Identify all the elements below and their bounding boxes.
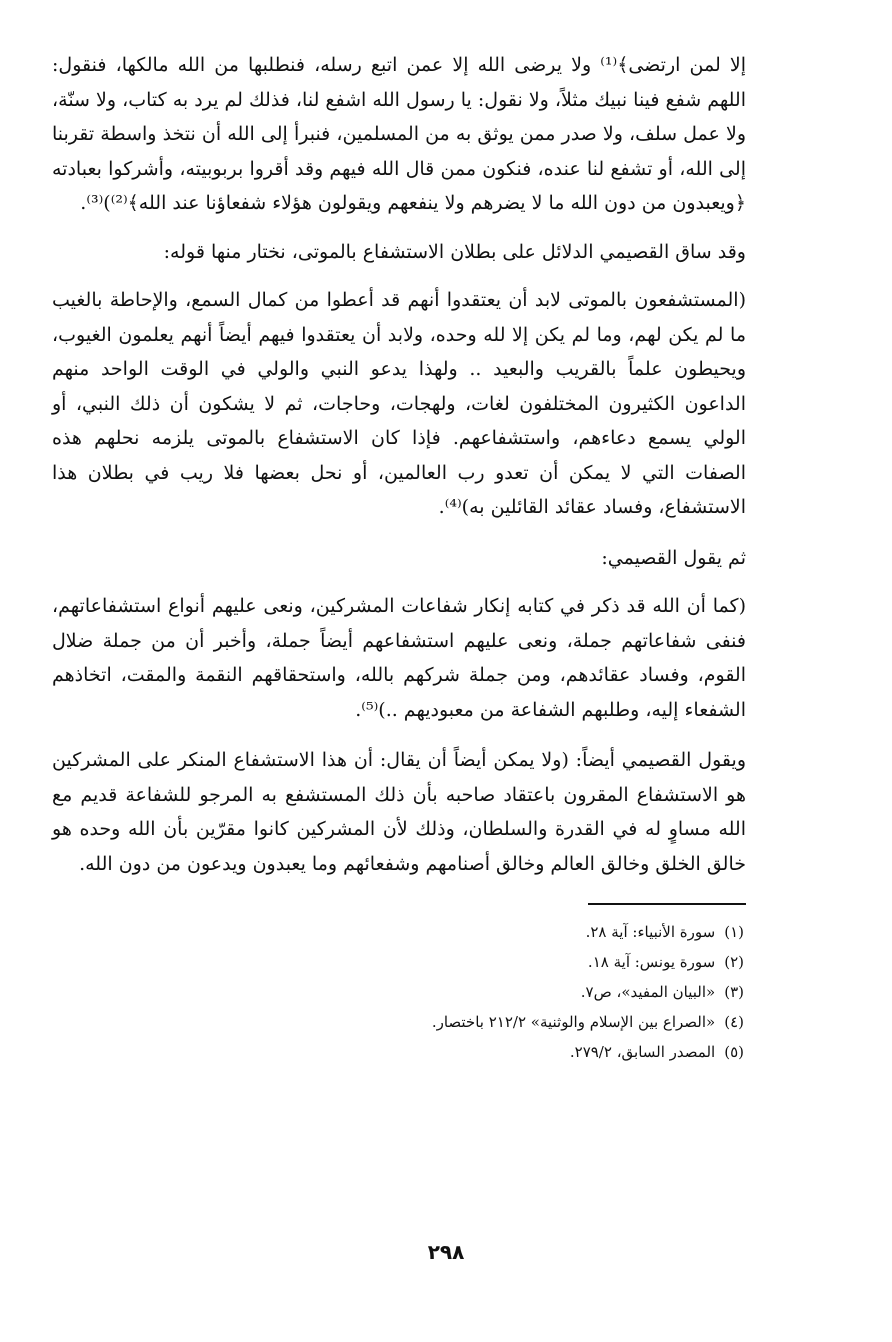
- footnote-3: [52, 977, 744, 1007]
- paragraph-1: إلا لمن ارتضى﴾⁽¹⁾ ولا يرضى الله إلا عمن اتبع رسله، فنطلبها من الله مالكها، فنقول: اللهم شفع فينا نبيك مثلاً، ولا نقول: يا رسول الله اشفع لنا، فذلك لم يرد به كتاب، ولا سنّة، ولا عمل سلف، ولا صدر ممن يوثق به من المسلمين، فنبرأ إلى الله أن نتخذ واسطة تقربنا إلى الله، أو تشفع لنا عنده، فنكون ممن قال الله فيهم وقد أقروا بربوبيته، وأشركوا بعبادته ﴿ويعبدون من دون الله ما لا يضرهم ولا ينفعهم ويقولون هؤلاء شفعاؤنا عند الله﴾⁽²⁾)⁽³⁾.: [52, 54, 746, 214]
- footnote-number: (٣): [724, 983, 744, 1001]
- footnote-text: سورة يونس: آية ١٨.: [587, 953, 716, 971]
- paragraph-5-quote: (كما أن الله قد ذكر في كتابه إنكار شفاعات المشركين، ونعى عليهم أنواع استشفاعاتهم، فنفى شفاعاتهم جملة، ونعى عليهم استشفاعهم أيضاً جملة، وأخبر أن من جملة ضلال القوم، وفساد عقائدهم، ومن جملة شركهم بالله، واستحقاقهم النقمة والمقت، اتخاذهم الشفعاء إليه، وطلبهم الشفاعة من معبوديهم ..)⁽⁵⁾.: [52, 595, 746, 721]
- paragraph-3-quote: (المستشفعون بالموتى لابد أن يعتقدوا أنهم قد أعطوا من كمال السمع، والإحاطة بالغيب ما لم يكن لهم، وما لم يكن إلا لله وحده، ولابد أن يعتقدوا فيهم أيضاً أنهم يعلمون الغيوب، ويحيطون علماً بالقريب والبعيد .. ولهذا يدعو النبي والولي في الوقت الواحد منهم الداعون الكثيرون المختلفون لغات، ولهجات، وحاجات، ثم لا يشكون أن ذلك النبي، أو الولي يسمع دعاءهم، واستشفاعهم. فإذا كان الاستشفاع بالموتى يلزمه نحلهم هذه الصفات التي لا يمكن أن تعدو رب العالمين، أو نحل بعضها فلا ريب في بطلان هذا الاستشفاع، وفساد عقائد القائلين به)⁽⁴⁾.: [52, 289, 746, 518]
- footnote-number: (٤): [724, 1013, 744, 1031]
- footnotes-list: [52, 917, 746, 1067]
- footnote-5: [52, 1037, 744, 1067]
- footnote-text: المصدر السابق، ٢٧٩/٢.: [569, 1043, 716, 1061]
- footnote-text: سورة الأنبياء: آية ٢٨.: [585, 923, 716, 941]
- footnote-number: (٢): [724, 953, 744, 971]
- footnote-number: (١): [724, 923, 744, 941]
- footnote-separator: [588, 903, 746, 905]
- footnote-2: [52, 947, 744, 977]
- footnote-1: [52, 917, 744, 947]
- paragraph-6: ويقول القصيمي أيضاً: (ولا يمكن أيضاً أن يقال: أن هذا الاستشفاع المنكر على المشركين هو الاستشفاع المقرون باعتقاد صاحبه بأن ذلك المستشفع به المرجو للشفاعة قديم مع الله مساوٍ له في القدرة والسلطان، وذلك لأن المشركين كانوا مقرّين بأن الله وحده هو خالق الخلق وخالق العالم وخالق أصنامهم وشفعائهم وما يعبدون ويدعون من دون الله.: [52, 749, 746, 875]
- page-number: ٢٩٨: [427, 1240, 465, 1264]
- footnote-number: (٥): [724, 1043, 744, 1061]
- paragraph-2: وقد ساق القصيمي الدلائل على بطلان الاستشفاع بالموتى، نختار منها قوله:: [163, 240, 746, 263]
- footnote-4: [52, 1007, 744, 1037]
- footnote-text: «البيان المفيد»، ص٧.: [580, 983, 716, 1001]
- footnote-text: «الصراع بين الإسلام والوثنية» ٢١٢/٢ باختصار.: [431, 1013, 716, 1031]
- book-page: [52, 48, 746, 1067]
- paragraph-4: ثم يقول القصيمي:: [601, 546, 746, 569]
